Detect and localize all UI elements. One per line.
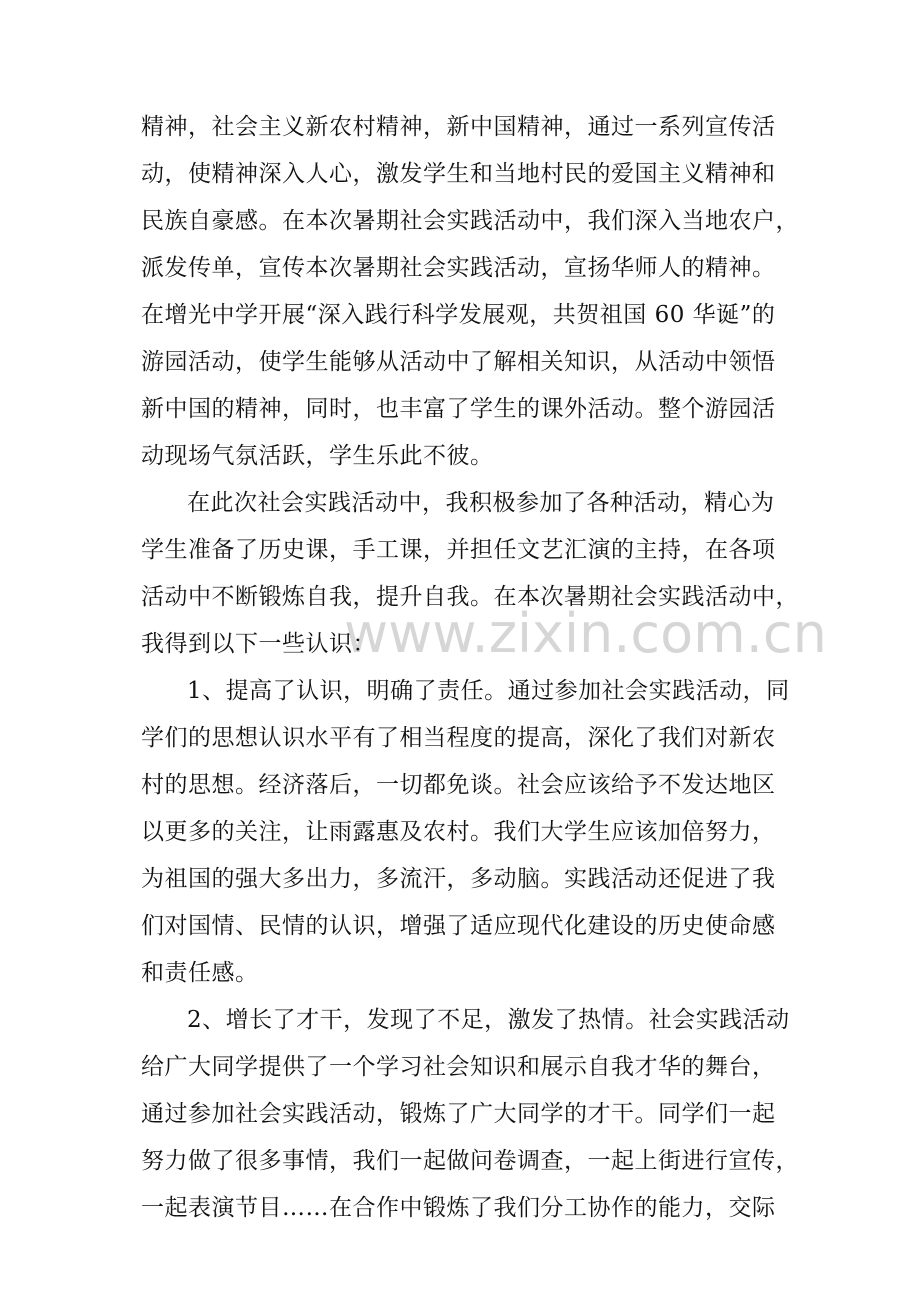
text-line: 新中国的精神，同时，也丰富了学生的课外活动。整个游园活 bbox=[141, 396, 776, 422]
paragraph-start-line: 2、增长了才干，发现了不足，激发了热情。社会实践活动 bbox=[187, 1007, 790, 1033]
text-line: 我得到以下一些认识： bbox=[141, 631, 376, 657]
text-line: 们对国情、民情的认识，增强了适应现代化建设的历史使命感 bbox=[141, 913, 776, 939]
text-line: 民族自豪感。在本次暑期社会实践活动中，我们深入当地农户， bbox=[141, 208, 799, 234]
text-line: 活动中不断锻炼自我，提升自我。在本次暑期社会实践活动中， bbox=[141, 584, 799, 610]
text-line: 派发传单，宣传本次暑期社会实践活动，宣扬华师人的精神。 bbox=[141, 255, 776, 281]
body-text bbox=[141, 104, 827, 1232]
text-line: 动现场气氛活跃，学生乐此不彼。 bbox=[141, 443, 494, 469]
text-line: 为祖国的强大多出力，多流汗，多动脑。实践活动还促进了我 bbox=[141, 866, 776, 892]
text-line: 以更多的关注，让雨露惠及农村。我们大学生应该加倍努力， bbox=[141, 819, 776, 845]
text-line: 精神，社会主义新农村精神，新中国精神，通过一系列宣传活 bbox=[141, 114, 776, 140]
text-line: 通过参加社会实践活动，锻炼了广大同学的才干。同学们一起 bbox=[141, 1101, 776, 1127]
text-line: 动，使精神深入人心，激发学生和当地村民的爱国主义精神和 bbox=[141, 161, 776, 187]
text-line: 努力做了很多事情，我们一起做问卷调查，一起上街进行宣传， bbox=[141, 1148, 799, 1174]
text-line: 学们的思想认识水平有了相当程度的提高，深化了我们对新农 bbox=[141, 725, 776, 751]
text-line: 村的思想。经济落后，一切都免谈。社会应该给予不发达地区 bbox=[141, 772, 776, 798]
text-line: 学生准备了历史课，手工课，并担任文艺汇演的主持，在各项 bbox=[141, 537, 776, 563]
paragraph-start-line: 在此次社会实践活动中，我积极参加了各种活动，精心为 bbox=[187, 490, 775, 516]
text-line: 和责任感。 bbox=[141, 960, 259, 986]
text-line: 游园活动，使学生能够从活动中了解相关知识，从活动中领悟 bbox=[141, 349, 776, 375]
paragraph-start-line: 1、提高了认识，明确了责任。通过参加社会实践活动，同 bbox=[187, 678, 790, 704]
site-watermark: www.zixin.com.cn bbox=[344, 602, 827, 665]
text-line: 一起表演节目……在合作中锻炼了我们分工协作的能力，交际 bbox=[141, 1195, 776, 1221]
text-line: 在增光中学开展“深入践行科学发展观，共贺祖国 60 华诞”的 bbox=[141, 302, 776, 328]
text-line: 给广大同学提供了一个学习社会知识和展示自我才华的舞台， bbox=[141, 1054, 776, 1080]
